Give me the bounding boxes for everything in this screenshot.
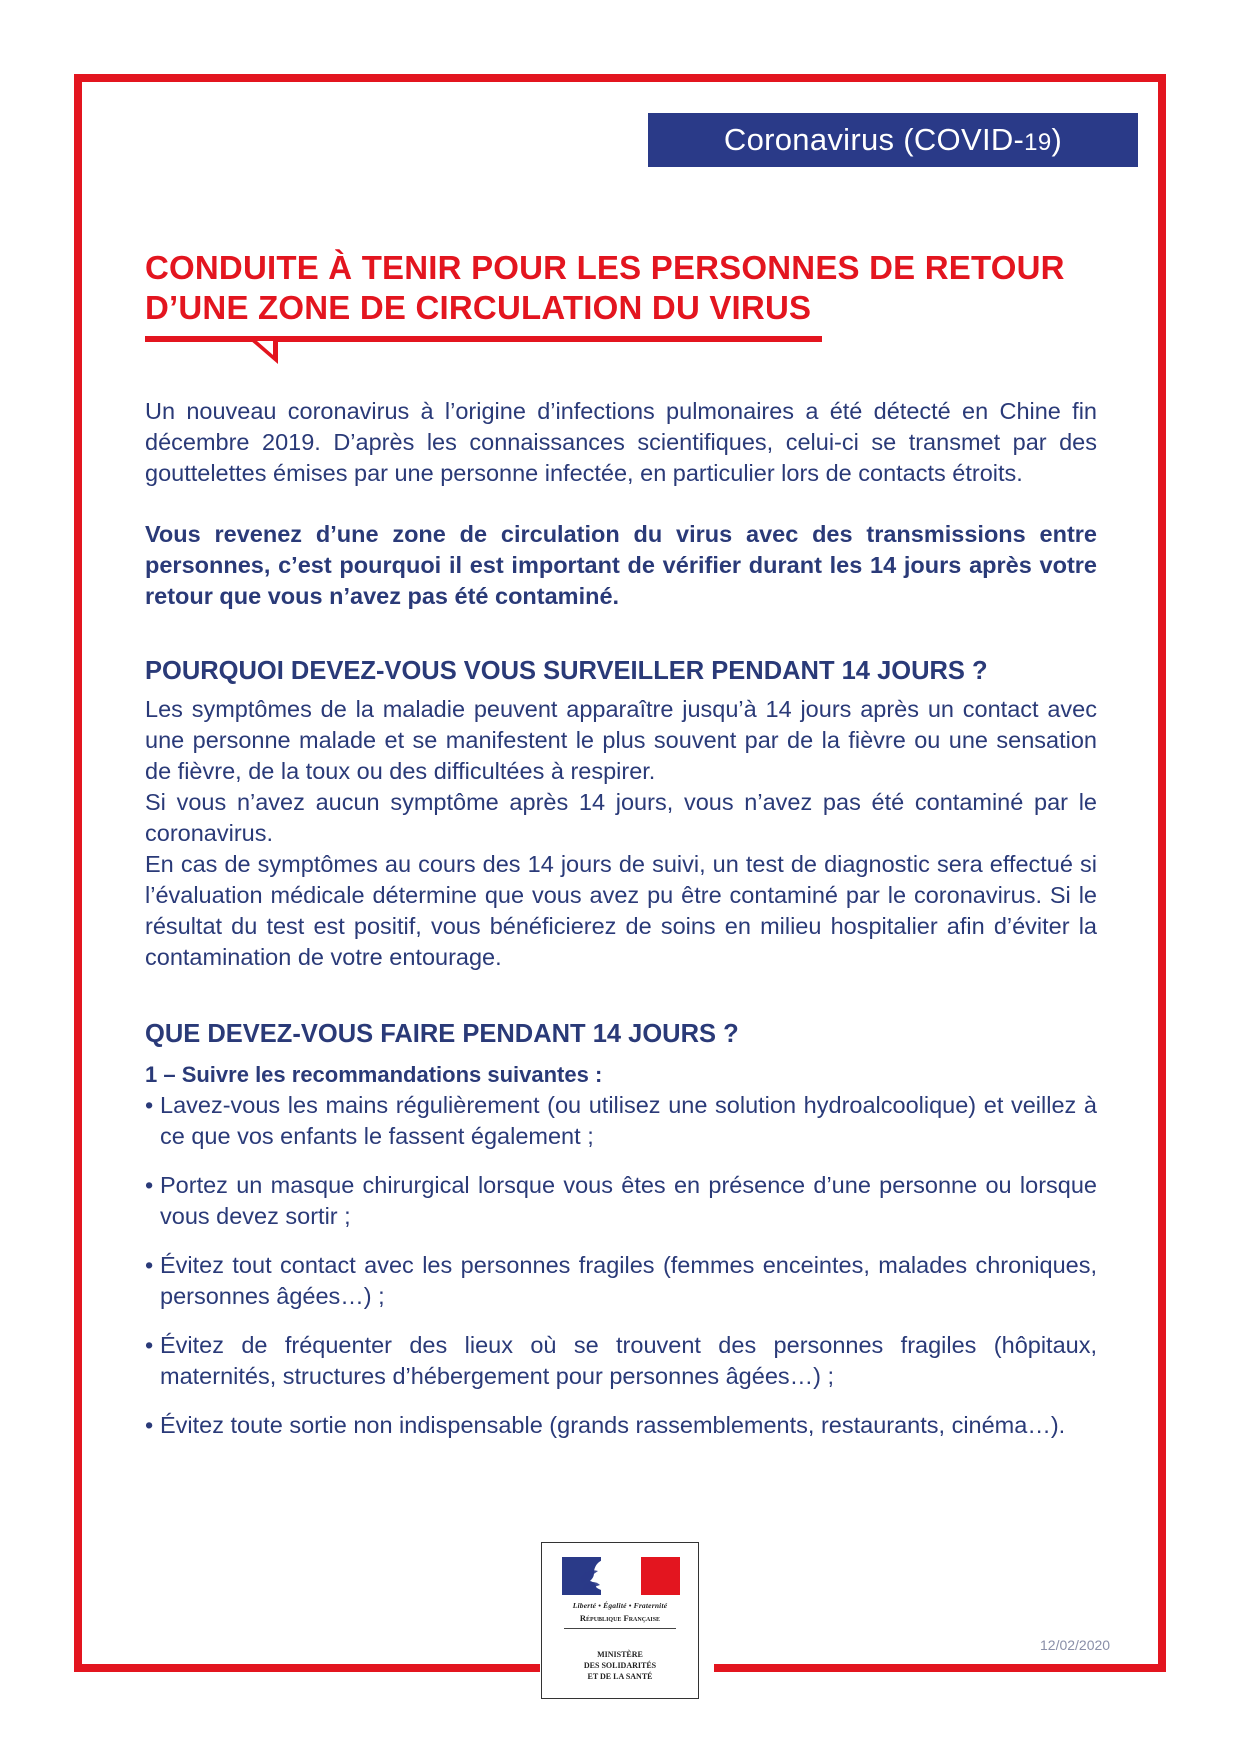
marianne-profile-icon <box>578 1555 624 1599</box>
why-paragraph-1: Les symptômes de la maladie peuvent apparaître jusqu’à 14 jours après un contact avec une personne malade et se manifestent le plus souvent par de la fièvre ou une sensation de fièvre, de la toux ou des difficultées à respirer. <box>145 696 1097 784</box>
document-date: 12/02/2020 <box>1040 1637 1111 1653</box>
list-item: • Lavez-vous les mains régulièrement (ou utilisez une solution hydroalcoolique) et veillez à ce que vos enfants le fassent également ; <box>145 1090 1097 1152</box>
intro-paragraph: Un nouveau coronavirus à l’origine d’infections pulmonaires a été détecté en Chine fin décembre 2019. D’après les connaissances scientifiques, celui-ci se transmet par des gouttelettes émises par une personne infectée, en particulier lors de contacts étroits. <box>145 398 1097 486</box>
page-title <box>145 248 1105 328</box>
title-underline <box>145 336 822 342</box>
recommendations-subheading: 1 – Suivre les recommandations suivantes : <box>145 1062 603 1087</box>
why-paragraph-3: En cas de symptômes au cours des 14 jours de suivi, un test de diagnostic sera effectué si l’évaluation médicale détermine que vous avez pu être contaminé par le coronavirus. Si le résultat du test est positif, vous bénéficierez de soins en milieu hospitalier afin d’éviter la contamination de votre entourage. <box>145 851 1097 970</box>
logo-motto: Liberté • Égalité • Fraternité <box>572 1601 668 1610</box>
list-item: • Portez un masque chirurgical lorsque vous êtes en présence d’une personne ou lorsque vous devez sortir ; <box>145 1170 1097 1232</box>
ministry-line-1: MINISTÈRE <box>597 1650 643 1659</box>
banner-text: Coronavirus (COVID- <box>723 122 1025 157</box>
speech-bubble-tail-inner <box>257 341 273 355</box>
why-paragraph-2: Si vous n’avez aucun symptôme après 14 jours, vous n’avez pas été contaminé par le coronavirus. <box>145 789 1097 846</box>
title-line-2: D’UNE ZONE DE CIRCULATION DU VIRUS <box>145 289 812 326</box>
list-item: • Évitez de fréquenter des lieux où se trouvent des personnes fragiles (hôpitaux, maternités, structures d’hébergement pour personnes âgées…) ; <box>145 1330 1097 1392</box>
ministry-logo <box>541 1542 699 1699</box>
banner-number: 19 <box>1024 129 1052 156</box>
section-heading-what: QUE DEVEZ-VOUS FAIRE PENDANT 14 JOURS ? <box>145 1020 739 1048</box>
main-content <box>145 396 1097 1459</box>
recommendations-list <box>145 1090 1097 1441</box>
warning-paragraph: Vous revenez d’une zone de circulation du virus avec des transmissions entre personnes, c’est pourquoi il est important de vérifier durant les 14 jours après votre retour que vous n’avez pas été contaminé. <box>145 521 1097 609</box>
logo-divider <box>564 1628 676 1629</box>
logo-ministry <box>542 1649 698 1682</box>
list-item: • Évitez tout contact avec les personnes fragiles (femmes enceintes, malades chroniques, personnes âgées…) ; <box>145 1250 1097 1312</box>
ministry-line-3: ET DE LA SANTÉ <box>587 1672 653 1681</box>
banner-close: ) <box>1051 122 1063 157</box>
title-line-1: CONDUITE À TENIR POUR LES PERSONNES DE RETOUR <box>145 249 1065 286</box>
list-item: • Évitez toute sortie non indispensable (grands rassemblements, restaurants, cinéma…). <box>145 1410 1097 1441</box>
ministry-line-2: DES SOLIDARITÉS <box>583 1661 657 1670</box>
logo-republic: République Française <box>579 1613 661 1623</box>
covid-banner <box>648 113 1138 167</box>
section-heading-why: POURQUOI DEVEZ-VOUS VOUS SURVEILLER PENDANT 14 JOURS ? <box>145 657 988 685</box>
